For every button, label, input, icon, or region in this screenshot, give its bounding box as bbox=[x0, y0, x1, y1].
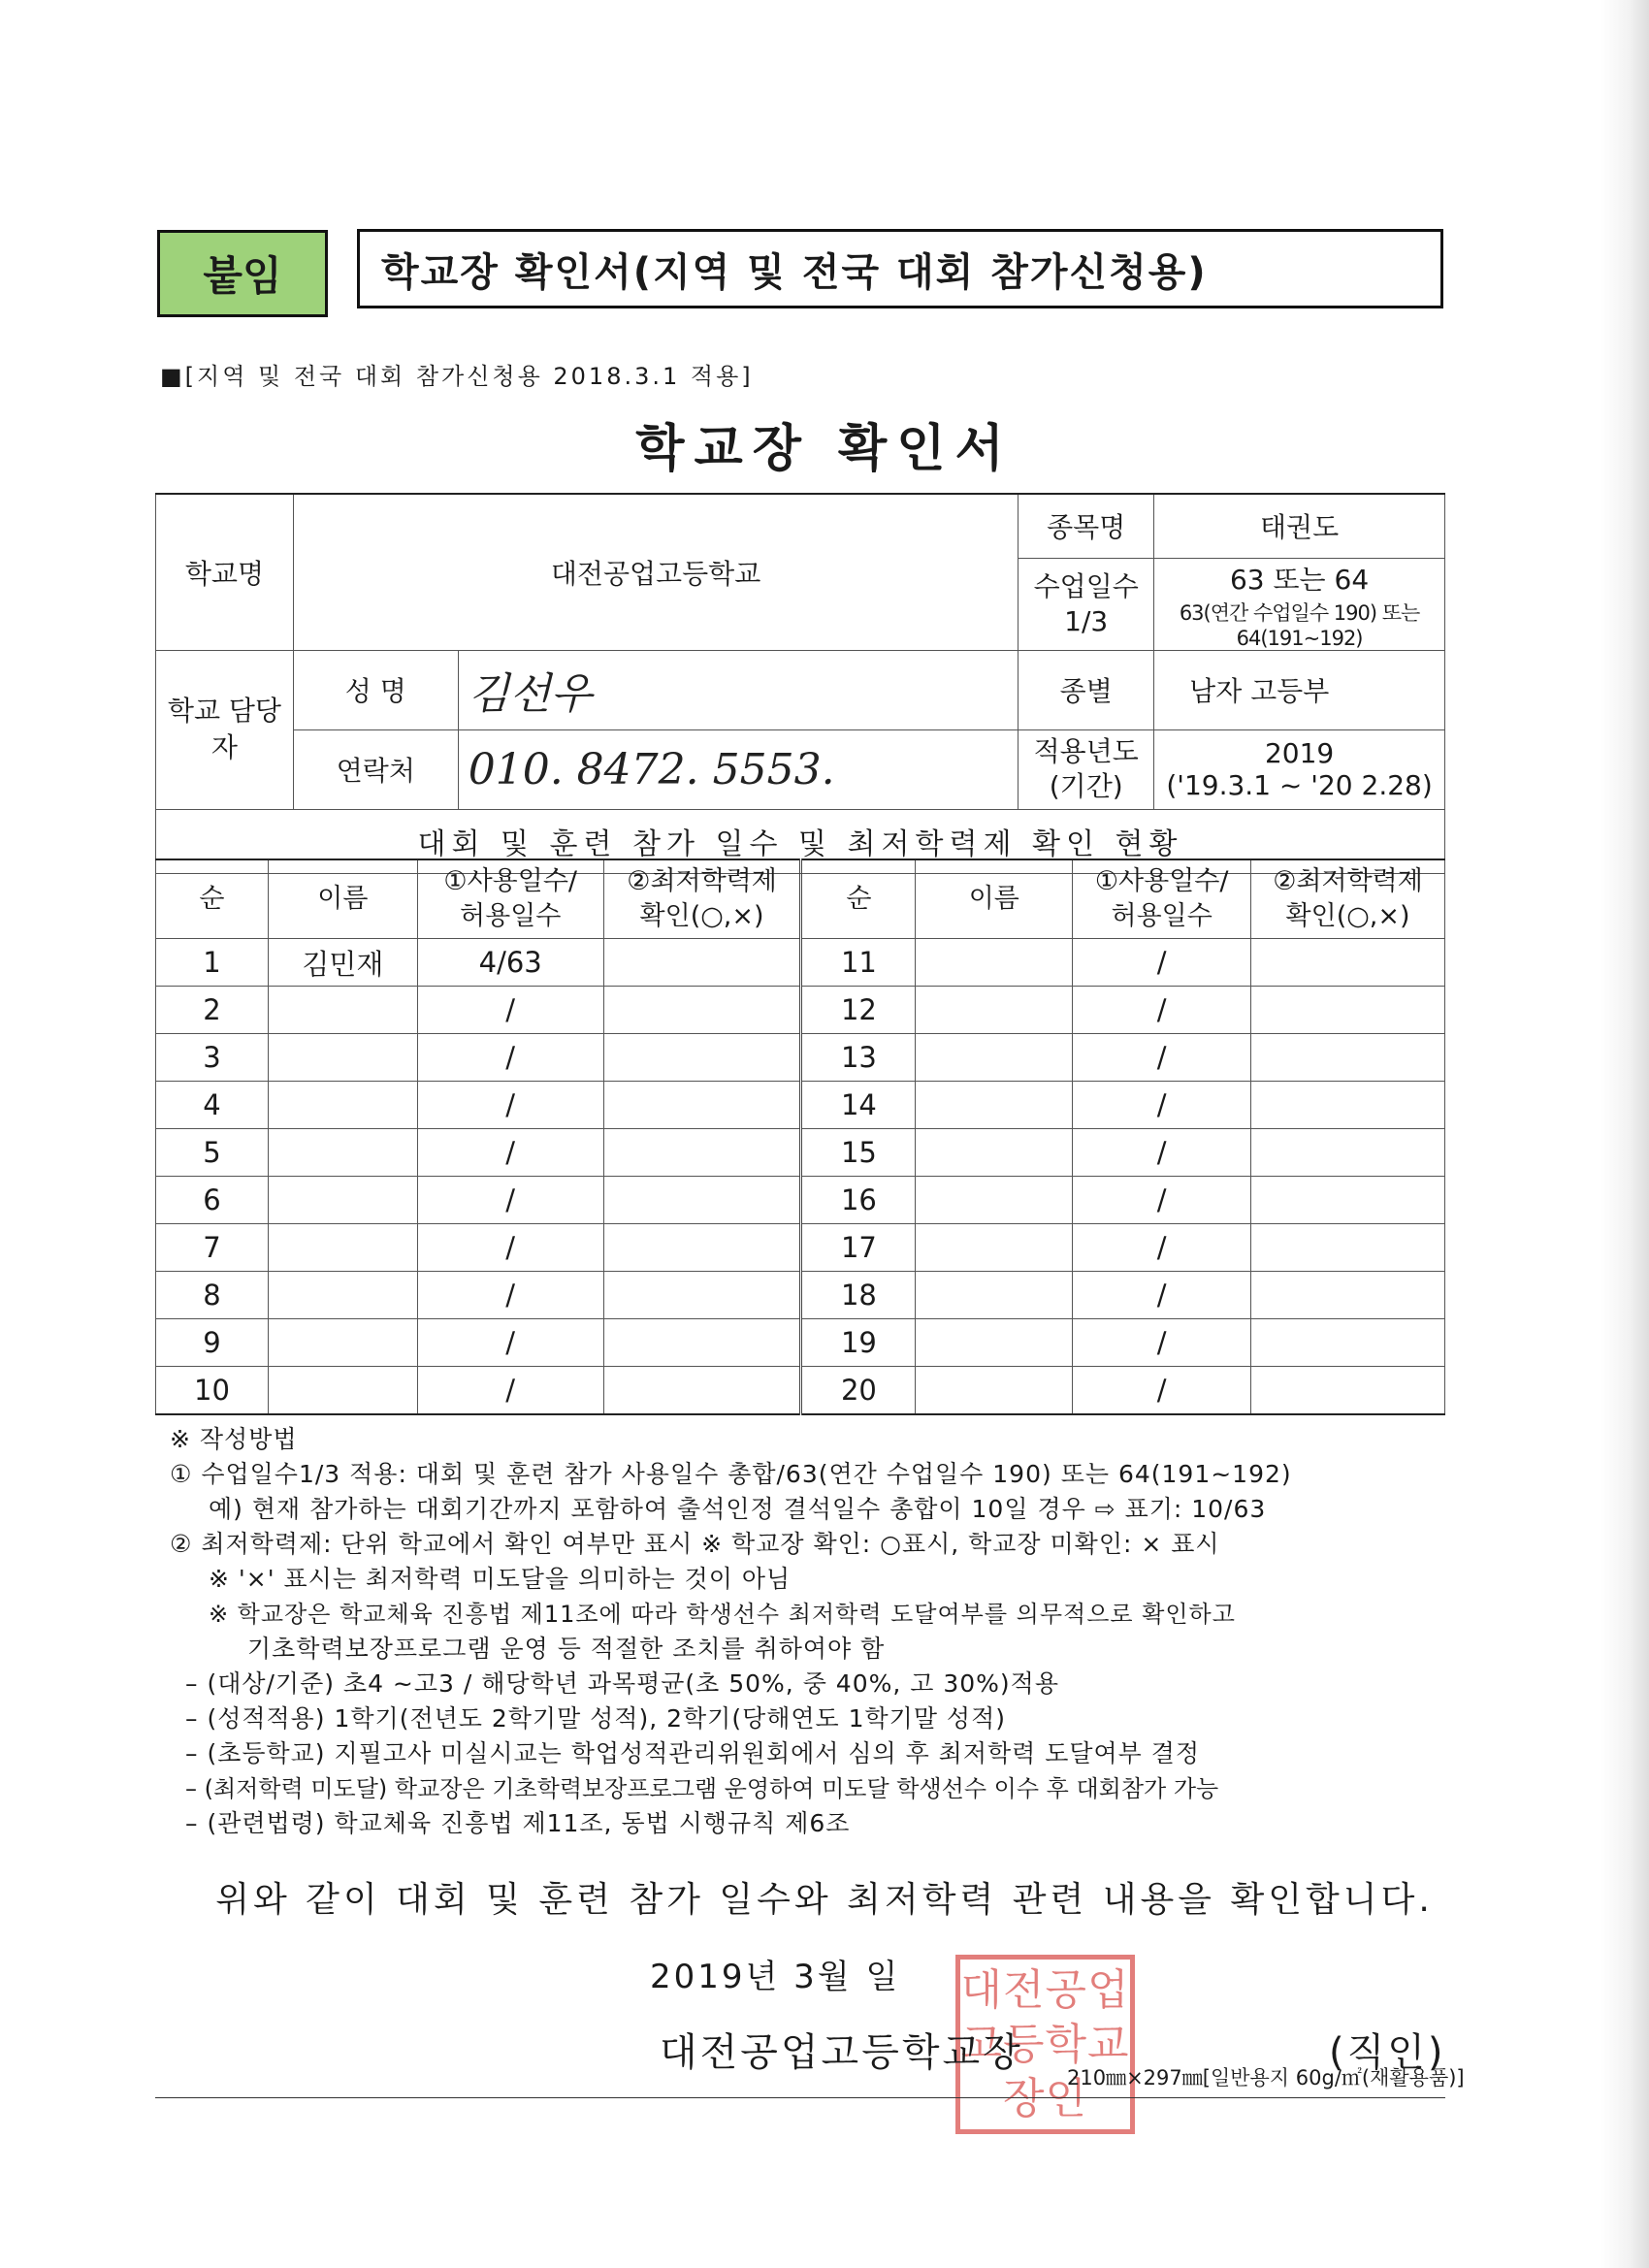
table-row bbox=[156, 1082, 1445, 1129]
note-line: – (초등학교) 지필고사 미실시교는 학업성적관리위원회에서 심의 후 최저학력 도달여부 결정 bbox=[185, 1739, 1201, 1767]
row-days: / bbox=[417, 1272, 603, 1319]
row-check bbox=[603, 1177, 801, 1224]
row-order: 10 bbox=[156, 1367, 269, 1415]
row-order: 3 bbox=[156, 1034, 269, 1082]
row-name bbox=[916, 1319, 1073, 1367]
note-line: ① 수업일수1/3 적용: 대회 및 훈련 참가 사용일수 총합/63(연간 수업일수 190) 또는 64(191~192) bbox=[170, 1460, 1292, 1488]
row-days: / bbox=[417, 1177, 603, 1224]
note-line: ※ 작성방법 bbox=[170, 1425, 298, 1453]
table-row bbox=[156, 1319, 1445, 1367]
col-days-2-line2: 허용일수 bbox=[1111, 901, 1212, 931]
row-name bbox=[916, 1129, 1073, 1177]
row-name bbox=[268, 1272, 417, 1319]
row-days: 4/63 bbox=[417, 939, 603, 987]
row-days: / bbox=[1073, 1319, 1251, 1367]
row-order: 6 bbox=[156, 1177, 269, 1224]
col-order-2: 순 bbox=[801, 859, 916, 939]
row-order: 5 bbox=[156, 1129, 269, 1177]
row-check bbox=[1251, 987, 1445, 1034]
table-row bbox=[156, 1224, 1445, 1272]
row-order: 12 bbox=[801, 987, 916, 1034]
period-value: ('19.3.1 ~ '20 2.28) bbox=[1166, 769, 1433, 801]
note-line: – (최저학력 미도달) 학교장은 기초학력보장프로그램 운영하여 미도달 학생선수 이수 후 대회참가 가능 bbox=[185, 1775, 1219, 1802]
row-name bbox=[268, 1224, 417, 1272]
note-line: ※ 학교장은 학교체육 진흥법 제11조에 따라 학생선수 최저학력 도달여부를 의무적으로 확인하고 bbox=[209, 1601, 1236, 1628]
row-name bbox=[916, 1082, 1073, 1129]
table-row bbox=[156, 1129, 1445, 1177]
row-order: 20 bbox=[801, 1367, 916, 1415]
row-order: 8 bbox=[156, 1272, 269, 1319]
col-name-2: 이름 bbox=[916, 859, 1073, 939]
row-order: 18 bbox=[801, 1272, 916, 1319]
row-days: / bbox=[1073, 1367, 1251, 1415]
days-cell bbox=[1154, 558, 1445, 650]
row-check bbox=[1251, 1034, 1445, 1082]
division-label: 종별 bbox=[1018, 650, 1154, 729]
col-check-2-line1: ②최저학력제 bbox=[1273, 866, 1423, 896]
participation-table bbox=[155, 859, 1445, 1415]
division-value: 남자 고등부 bbox=[1154, 650, 1445, 729]
row-order: 1 bbox=[156, 939, 269, 987]
row-days: / bbox=[417, 987, 603, 1034]
official-seal-stamp: 대전공업고등학교장인 bbox=[955, 1955, 1135, 2134]
year-label: 적용년도 (기간) bbox=[1018, 729, 1154, 809]
col-check bbox=[603, 859, 801, 939]
row-order: 14 bbox=[801, 1082, 916, 1129]
row-order: 15 bbox=[801, 1129, 916, 1177]
confirmation-statement: 위와 같이 대회 및 훈련 참가 일수와 최저학력 관련 내용을 확인합니다. bbox=[215, 1880, 1434, 1920]
row-name: 김민재 bbox=[268, 939, 417, 987]
event-label: 종목명 bbox=[1018, 494, 1154, 558]
row-check bbox=[1251, 1224, 1445, 1272]
table-row bbox=[156, 987, 1445, 1034]
name-label: 성 명 bbox=[293, 650, 458, 729]
row-check bbox=[603, 1224, 801, 1272]
row-order: 7 bbox=[156, 1224, 269, 1272]
name-handwritten: 김선우 bbox=[458, 650, 1018, 729]
row-days: / bbox=[1073, 1129, 1251, 1177]
row-order: 4 bbox=[156, 1082, 269, 1129]
row-check bbox=[1251, 939, 1445, 987]
row-check bbox=[603, 987, 801, 1034]
row-check bbox=[603, 1129, 801, 1177]
row-order: 2 bbox=[156, 987, 269, 1034]
table-header-row bbox=[156, 859, 1445, 939]
school-value: 대전공업고등학교 bbox=[293, 494, 1018, 650]
year-cell bbox=[1154, 729, 1445, 809]
row-days: / bbox=[1073, 1272, 1251, 1319]
row-name bbox=[916, 1034, 1073, 1082]
row-name bbox=[268, 1082, 417, 1129]
col-check-2-line2: 확인(○,×) bbox=[1285, 901, 1410, 931]
table-row bbox=[156, 939, 1445, 987]
row-days: / bbox=[417, 1034, 603, 1082]
signature-date: 2019년 3월 일 bbox=[650, 1958, 901, 1996]
row-days: / bbox=[417, 1367, 603, 1415]
note-line: – (대상/기준) 초4 ~고3 / 해당학년 과목평균(초 50%, 중 40%, 고 30%)적용 bbox=[185, 1669, 1059, 1698]
edition-note: ■[지역 및 전국 대회 참가신청용 2018.3.1 적용] bbox=[160, 363, 754, 390]
note-line: ※ '×' 표시는 최저학력 미도달을 의미하는 것이 아님 bbox=[209, 1565, 792, 1593]
col-check-line1: ②최저학력제 bbox=[627, 866, 777, 896]
table-row bbox=[156, 1177, 1445, 1224]
contact-label: 연락처 bbox=[293, 729, 458, 809]
row-name bbox=[916, 1367, 1073, 1415]
row-order: 17 bbox=[801, 1224, 916, 1272]
days-label: 수업일수 1/3 bbox=[1018, 558, 1154, 650]
year-value: 2019 bbox=[1264, 737, 1335, 769]
row-check bbox=[603, 1034, 801, 1082]
row-name bbox=[916, 939, 1073, 987]
row-days: / bbox=[417, 1082, 603, 1129]
manager-label: 학교 담당자 bbox=[156, 650, 294, 809]
principal-signature: 대전공업고등학교장 bbox=[660, 2030, 1023, 2075]
row-check bbox=[1251, 1082, 1445, 1129]
row-check bbox=[603, 1367, 801, 1415]
col-check-line2: 확인(○,×) bbox=[639, 901, 764, 931]
row-check bbox=[603, 939, 801, 987]
row-days: / bbox=[417, 1129, 603, 1177]
table-row bbox=[156, 1272, 1445, 1319]
col-days-2-line1: ①사용일수/ bbox=[1094, 866, 1229, 896]
col-days bbox=[417, 859, 603, 939]
row-name bbox=[268, 1129, 417, 1177]
row-order: 11 bbox=[801, 939, 916, 987]
row-days: / bbox=[1073, 1177, 1251, 1224]
header-title: 학교장 확인서(지역 및 전국 대회 참가신청용) bbox=[357, 229, 1443, 308]
row-name bbox=[268, 1319, 417, 1367]
col-days-2 bbox=[1073, 859, 1251, 939]
row-check bbox=[1251, 1177, 1445, 1224]
row-name bbox=[916, 1224, 1073, 1272]
row-days: / bbox=[1073, 1082, 1251, 1129]
note-line: – (관련법령) 학교체육 진흥법 제11조, 동법 시행규칙 제6조 bbox=[185, 1809, 851, 1837]
row-order: 13 bbox=[801, 1034, 916, 1082]
page-edge-shadow bbox=[1600, 0, 1649, 2268]
row-days: / bbox=[1073, 1034, 1251, 1082]
row-days: / bbox=[1073, 939, 1251, 987]
note-line: – (성적적용) 1학기(전년도 2학기말 성적), 2학기(당해연도 1학기말 성적) bbox=[185, 1704, 1006, 1733]
paper-spec: 210㎜×297㎜[일반용지 60g/㎡(재활용품)] bbox=[1067, 2066, 1465, 2090]
row-name bbox=[268, 987, 417, 1034]
row-order: 19 bbox=[801, 1319, 916, 1367]
row-name bbox=[916, 987, 1073, 1034]
note-line: ② 최저학력제: 단위 학교에서 확인 여부만 표시 ※ 학교장 확인: ○표시, 학교장 미확인: × 표시 bbox=[170, 1530, 1220, 1558]
row-days: / bbox=[1073, 987, 1251, 1034]
row-order: 9 bbox=[156, 1319, 269, 1367]
col-check-2 bbox=[1251, 859, 1445, 939]
row-name bbox=[268, 1367, 417, 1415]
col-order: 순 bbox=[156, 859, 269, 939]
days-note: 63(연간 수업일수 190) 또는 64(191~192) bbox=[1179, 600, 1420, 650]
contact-handwritten: 010. 8472. 5553. bbox=[458, 729, 1018, 809]
days-value: 63 또는 64 bbox=[1229, 563, 1370, 596]
col-name: 이름 bbox=[268, 859, 417, 939]
row-name bbox=[268, 1034, 417, 1082]
footer-divider bbox=[155, 2097, 1445, 2098]
row-name bbox=[268, 1177, 417, 1224]
row-check bbox=[1251, 1367, 1445, 1415]
school-label: 학교명 bbox=[156, 494, 294, 650]
seal-label: (직인) bbox=[1329, 2030, 1446, 2075]
row-check bbox=[603, 1272, 801, 1319]
status-title: 대회 및 훈련 참가 일수 및 최저학력제 확인 현황 bbox=[156, 809, 1445, 873]
note-line: 기초학력보장프로그램 운영 등 적절한 조치를 취하여야 함 bbox=[247, 1635, 886, 1663]
table-row bbox=[156, 1034, 1445, 1082]
document-title: 학교장 확인서 bbox=[635, 420, 1014, 478]
col-days-line2: 허용일수 bbox=[460, 901, 562, 931]
event-value: 태권도 bbox=[1154, 494, 1445, 558]
row-days: / bbox=[417, 1319, 603, 1367]
row-name bbox=[916, 1272, 1073, 1319]
row-check bbox=[1251, 1319, 1445, 1367]
attachment-tag: 붙임 bbox=[157, 230, 328, 317]
note-line: 예) 현재 참가하는 대회기간까지 포함하여 출석인정 결석일수 총합이 10일 경우 ⇨ 표기: 10/63 bbox=[209, 1495, 1267, 1523]
row-name bbox=[916, 1177, 1073, 1224]
instructions bbox=[170, 1422, 1460, 1841]
row-check bbox=[603, 1082, 801, 1129]
info-table bbox=[155, 493, 1445, 874]
col-days-line1: ①사용일수/ bbox=[443, 866, 578, 896]
row-check bbox=[1251, 1129, 1445, 1177]
row-days: / bbox=[417, 1224, 603, 1272]
row-order: 16 bbox=[801, 1177, 916, 1224]
row-check bbox=[1251, 1272, 1445, 1319]
table-row bbox=[156, 1367, 1445, 1415]
row-check bbox=[603, 1319, 801, 1367]
row-days: / bbox=[1073, 1224, 1251, 1272]
